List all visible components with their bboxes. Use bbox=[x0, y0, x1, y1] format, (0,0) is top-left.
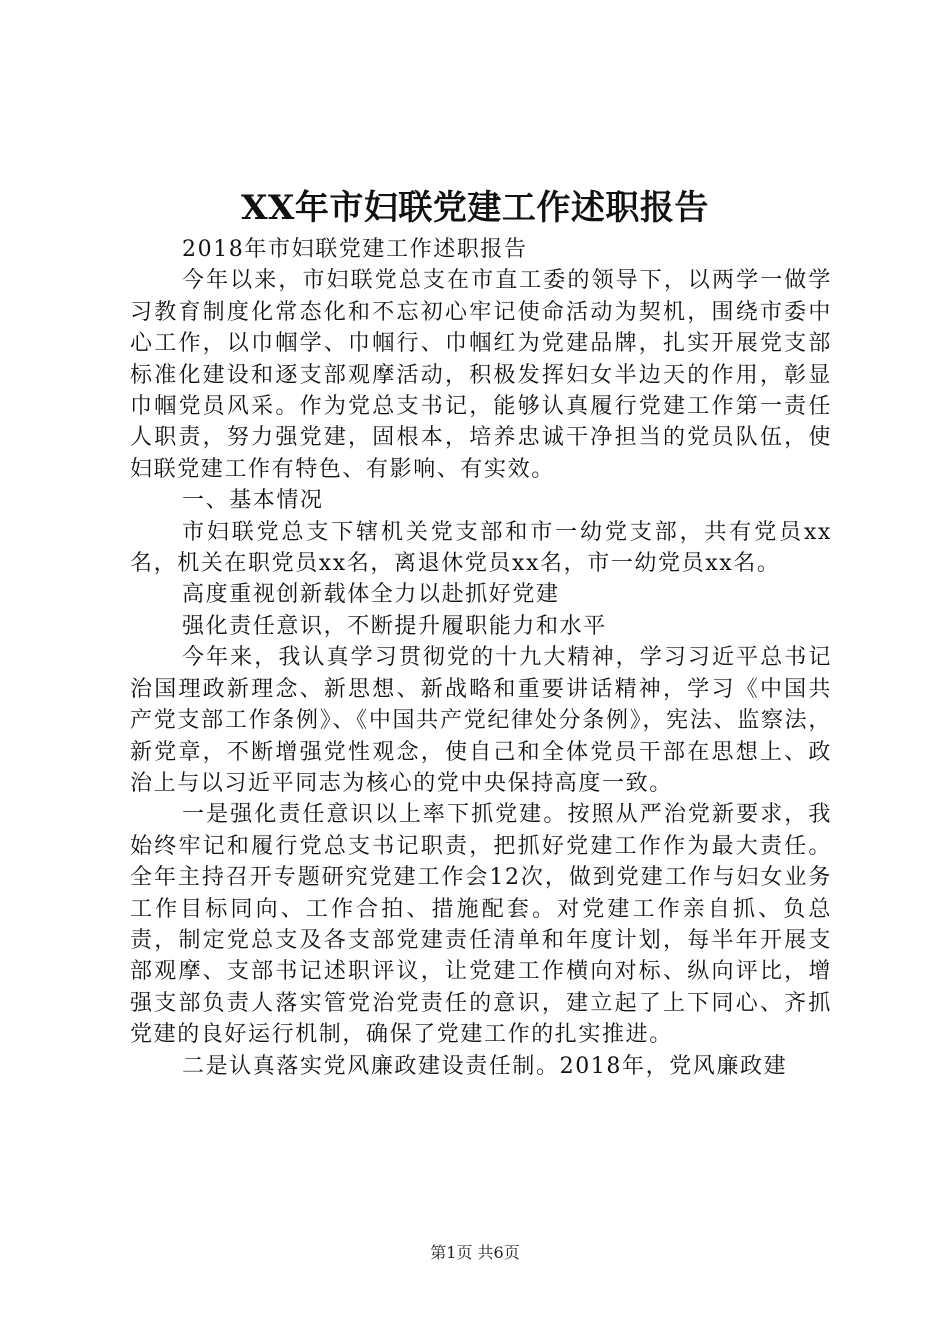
paragraph-study: 今年来，我认真学习贯彻党的十九大精神，学习习近平总书记治国理政新理念、新思想、新战略和重要讲话精神，学习《中国共产党支部工作条例》、《中国共产党纪律处分条例》，宪法、监察法，新党章，不断增强党性观念，使自己和全体党员干部在思想上、政治上与以习近平同志为核心的党中央保持高度一致。 bbox=[130, 645, 832, 796]
paragraph-point-two: 二是认真落实党风廉政建设责任制。2018年，党风廉政建 bbox=[182, 1053, 788, 1079]
paragraph-point-one: 一是强化责任意识以上率下抓党建。按照从严治党新要求，我始终牢记和履行党总支书记职责，把抓好党建工作作为最大责任。全年主持召开专题研究党建工作会12次，做到党建工作与妇女业务工作目标同向、工作合拍、措施配套。对党建工作亲自抓、负总责，制定党总支及各支部党建责任清单和年度计划，每半年开展支部观摩、支部书记述职评议，让党建工作横向对标、纵向评比，增强支部负责人落实管党治党责任的意识，建立起了上下同心、齐抓党建的良好运行机制，确保了党建工作的扎实推进。 bbox=[130, 802, 832, 1048]
section-heading-basic-situation: 一、基本情况 bbox=[182, 488, 324, 514]
paragraph-basic-situation: 市妇联党总支下辖机关党支部和市一幼党支部，共有党员xx名，机关在职党员xx名，离退休党员xx名，市一幼党员xx名。 bbox=[130, 519, 832, 577]
section-heading-party-building: 高度重视创新载体全力以赴抓好党建 bbox=[182, 582, 560, 608]
page-number-footer: 第1页 共6页 bbox=[430, 1243, 520, 1262]
paragraph-subtitle: 2018年市妇联党建工作述职报告 bbox=[182, 237, 528, 262]
document-body bbox=[130, 234, 832, 1082]
section-heading-responsibility: 强化责任意识，不断提升履职能力和水平 bbox=[182, 613, 607, 639]
document-title: XX年市妇联党建工作述职报告 bbox=[241, 188, 709, 228]
paragraph-intro: 今年以来，市妇联党总支在市直工委的领导下，以两学一做学习教育制度化常态化和不忘初心牢记使命活动为契机，围绕市委中心工作，以巾帼学、巾帼行、巾帼红为党建品牌，扎实开展党支部标准化建设和逐支部观摩活动，积极发挥妇女半边天的作用，彰显巾帼党员风采。作为党总支书记，能够认真履行党建工作第一责任人职责，努力强党建，固根本，培养忠诚干净担当的党员队伍，使妇联党建工作有特色、有影响、有实效。 bbox=[130, 268, 832, 482]
